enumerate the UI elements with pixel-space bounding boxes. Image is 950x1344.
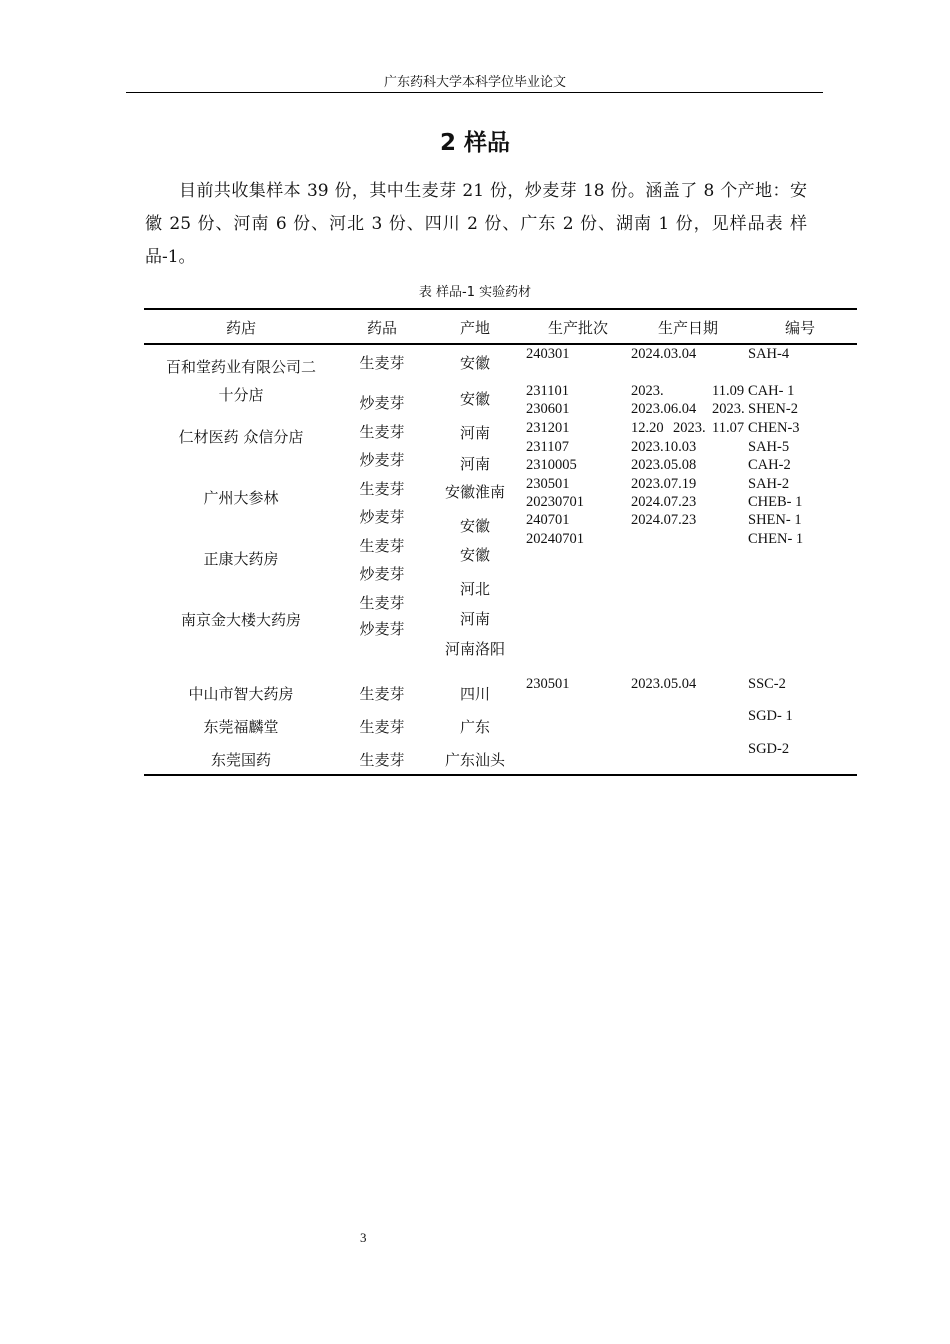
origin-cell: 河北: [459, 580, 491, 598]
origin-cell: 广东: [459, 718, 491, 736]
code-cell: SGD-2: [748, 741, 790, 757]
date-cell: 2024.07.23: [631, 512, 697, 528]
date-cell: 2024.07.23: [631, 494, 697, 510]
batch-cell: 231107: [526, 439, 569, 455]
drug-cell: 生麦芽: [359, 354, 405, 372]
code-cell: CAH- 1: [748, 383, 795, 399]
date-cell: 12.20: [631, 420, 664, 436]
origin-cell: 安徽: [459, 354, 491, 372]
batch-cell: 240701: [526, 512, 570, 528]
batch-cell: 230501: [526, 476, 570, 492]
table-bottom-rule: [144, 774, 857, 776]
col-header-batch: 生产批次: [547, 319, 609, 337]
drug-cell: 生麦芽: [359, 537, 405, 555]
origin-cell: 河南: [459, 455, 491, 473]
drug-cell: 炒麦芽: [359, 394, 405, 412]
store-cell: 仁材医药 众信分店: [178, 428, 304, 446]
body-paragraph: 目前共收集样本 39 份，其中生麦芽 21 份，炒麦芽 18 份。涵盖了 8 个产地：安徽 25 份、河南 6 份、河北 3 份、四川 2 份、广东 2 份、湖南 1 份，见样品表 样品-1。: [145, 181, 807, 267]
store-cell: 南京金大楼大药房: [180, 611, 302, 629]
date-cell: 2023.: [631, 383, 664, 399]
origin-cell: 安徽: [459, 546, 491, 564]
drug-cell: 炒麦芽: [359, 451, 405, 469]
store-cell: 东莞国药: [210, 751, 272, 769]
code-cell: SAH-4: [748, 346, 790, 362]
date-cell: 2023.: [673, 420, 706, 436]
code-cell: CHEB- 1: [748, 494, 803, 510]
drug-cell: 生麦芽: [359, 480, 405, 498]
header-rule: [126, 92, 823, 93]
origin-cell: 广东汕头: [444, 751, 506, 769]
batch-cell: 230601: [526, 401, 570, 417]
origin-cell: 安徽: [459, 517, 491, 535]
store-cell: 东莞福麟堂: [203, 718, 279, 736]
col-header-origin: 产地: [459, 319, 491, 337]
date-cell: 2023.06.04: [631, 401, 697, 417]
drug-cell: 炒麦芽: [359, 508, 405, 526]
date-cell: 11.07: [712, 420, 745, 436]
store-cell: 十分店: [218, 386, 264, 404]
origin-cell: 河南洛阳: [444, 640, 506, 658]
page-number: 3: [360, 1230, 367, 1245]
code-cell: SHEN-2: [748, 401, 798, 417]
table-caption: 表 样品-1 实验药材: [418, 285, 532, 300]
code-cell: SGD- 1: [748, 708, 793, 724]
date-cell: 2023.05.04: [631, 676, 697, 692]
drug-cell: 生麦芽: [359, 594, 405, 612]
table-header-rule: [144, 343, 857, 345]
col-header-store: 药店: [225, 319, 257, 337]
code-cell: CHEN- 1: [748, 531, 804, 547]
drug-cell: 生麦芽: [359, 718, 405, 736]
code-cell: CHEN-3: [748, 420, 800, 436]
origin-cell: 四川: [459, 685, 491, 703]
date-cell: 2023.: [712, 401, 745, 417]
batch-cell: 20230701: [526, 494, 584, 510]
origin-cell: 安徽: [459, 390, 491, 408]
table-top-rule: [144, 308, 857, 310]
code-cell: SHEN- 1: [748, 512, 802, 528]
col-header-drug: 药品: [366, 319, 398, 337]
batch-cell: 240301: [526, 346, 570, 362]
code-cell: SAH-5: [748, 439, 790, 455]
batch-cell: 231101: [526, 383, 569, 399]
drug-cell: 炒麦芽: [359, 565, 405, 583]
drug-cell: 生麦芽: [359, 423, 405, 441]
origin-cell: 河南: [459, 610, 491, 628]
date-cell: 11.09: [712, 383, 745, 399]
drug-cell: 生麦芽: [359, 751, 405, 769]
store-cell: 正康大药房: [203, 550, 279, 568]
code-cell: SSC-2: [748, 676, 786, 692]
running-header: 广东药科大学本科学位毕业论文: [383, 75, 566, 90]
batch-cell: 20240701: [526, 531, 584, 547]
section-title: 2 样品: [439, 130, 510, 156]
origin-cell: 河南: [459, 424, 491, 442]
date-cell: 2023.10.03: [631, 439, 697, 455]
col-header-date: 生产日期: [657, 319, 719, 337]
drug-cell: 生麦芽: [359, 685, 405, 703]
batch-cell: 231201: [526, 420, 570, 436]
drug-cell: 炒麦芽: [359, 620, 405, 638]
code-cell: CAH-2: [748, 457, 791, 473]
col-header-code: 编号: [784, 319, 816, 337]
store-cell: 中山市智大药房: [188, 685, 294, 703]
batch-cell: 2310005: [526, 457, 577, 473]
store-cell: 百和堂药业有限公司二: [165, 358, 317, 376]
date-cell: 2024.03.04: [631, 346, 697, 362]
date-cell: 2023.05.08: [631, 457, 697, 473]
batch-cell: 230501: [526, 676, 570, 692]
origin-cell: 安徽淮南: [444, 483, 506, 501]
date-cell: 2023.07.19: [631, 476, 697, 492]
store-cell: 广州大参林: [203, 489, 279, 507]
code-cell: SAH-2: [748, 476, 790, 492]
